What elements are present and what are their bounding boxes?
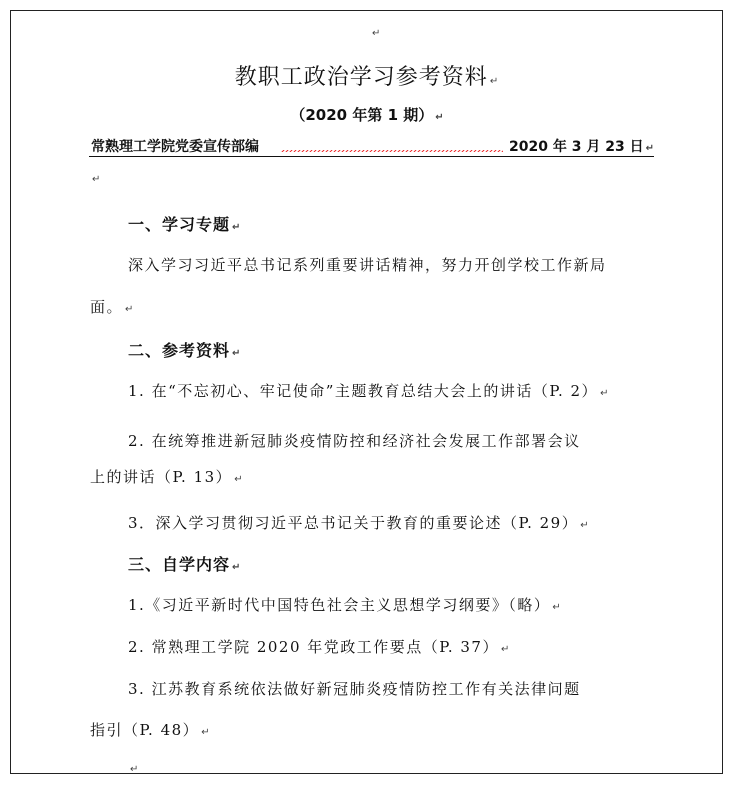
body-text: 深入学习习近平总书记系列重要讲话精神，努力开创学校工作新局 [128, 256, 607, 274]
section-heading: 三、自学内容 ↵ [128, 555, 242, 574]
section-heading: 一、学习专题 ↵ [128, 215, 242, 234]
list-item: 2. 在统筹推进新冠肺炎疫情防控和经济社会发展工作部署会议 [128, 432, 581, 450]
list-item: 3. 江苏教育系统依法做好新冠肺炎疫情防控工作有关法律问题 [128, 680, 581, 698]
issue-number: （2020 年第 1 期） ↵ [290, 106, 444, 124]
list-item-continuation: 指引（P. 48） ↵ [90, 721, 212, 739]
publisher-line [89, 136, 654, 157]
document-title: 教职工政治学习参考资料 ↵ [234, 65, 500, 90]
paragraph-mark: ↵ [435, 112, 444, 123]
paragraph-mark: ↵ [92, 174, 101, 185]
paragraph-mark: ↵ [372, 28, 381, 39]
paragraph-mark: ↵ [489, 76, 500, 87]
section-heading: 二、参考资料 ↵ [128, 341, 242, 360]
list-item: 3．深入学习贯彻习近平总书记关于教育的重要论述（P. 29） ↵ [128, 514, 591, 532]
paragraph-mark: ↵ [130, 764, 139, 775]
list-item: 1.《习近平新时代中国特色社会主义思想学习纲要》（略） ↵ [128, 596, 563, 614]
list-item: 2. 常熟理工学院 2020 年党政工作要点（P. 37） ↵ [128, 638, 511, 656]
body-text: 面。 ↵ [90, 298, 135, 316]
publish-date: 2020 年 3 月 23 日 ↵ [509, 139, 654, 155]
publisher: 常熟理工学院党委宣传部编 [91, 139, 259, 155]
list-item-continuation: 上的讲话（P. 13） ↵ [90, 468, 245, 486]
spellcheck-underline [281, 150, 503, 152]
list-item: 1. 在“不忘初心、牢记使命”主题教育总结大会上的讲话（P. 2） ↵ [128, 382, 610, 400]
